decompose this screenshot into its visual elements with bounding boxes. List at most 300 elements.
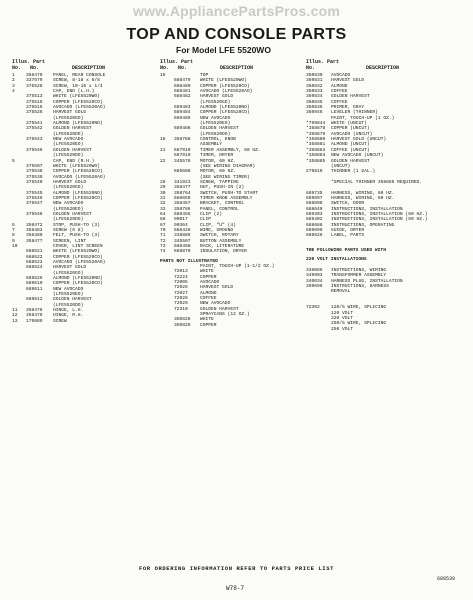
part-description: INSULATION, DRYER (200, 249, 247, 255)
part-description: (LFE5520EO) (53, 292, 84, 298)
part-number: 337679 (26, 78, 43, 84)
part-description: NEW AVOCADO (53, 201, 84, 207)
part-number: 689483 (174, 105, 191, 111)
part-description: WHITE (LFE5520WO) (53, 94, 100, 100)
part-number: 688481 (174, 89, 191, 95)
part-number: 350836 (306, 105, 323, 111)
part-description: PANEL, CONTROL (200, 206, 239, 212)
part-description: COPPER (LFE5520CO) (200, 83, 250, 89)
illus-number: 31 (160, 195, 166, 201)
part-description: COFFEE (331, 89, 348, 95)
part-description: WHITE (LFE5520WO) (200, 78, 247, 84)
part-number: 350834 (306, 94, 323, 100)
part-description: GUIDE, DRYER (331, 227, 365, 233)
part-number: 72026 (174, 285, 188, 291)
part-description: (LFE5520GO) (53, 115, 84, 121)
part-description: INSTRUCTIONS, HARNESS (331, 284, 389, 290)
part-number: 358472 (26, 222, 43, 228)
part-number: 689628 (306, 233, 323, 239)
illus-number: 32 (160, 201, 166, 207)
part-number: 349903 (306, 273, 323, 279)
part-number: 338889 (174, 233, 191, 239)
illus-number: 4 (12, 89, 15, 95)
part-number: 688659 (174, 195, 191, 201)
part-number: 375546 (26, 147, 43, 153)
part-number: 358477 (26, 238, 43, 244)
part-description: THE FOLLOWING PARTS USED WITH (306, 248, 386, 253)
part-description: AVOCADO (LFE5520AO) (53, 260, 106, 266)
part-number: 375513 (26, 94, 43, 100)
part-number: 688428 (174, 227, 191, 233)
part-description: SCREW (6 8) (53, 227, 84, 233)
part-description: AVOCADO (331, 73, 351, 78)
part-number: 358764 (174, 190, 191, 196)
illus-number: 1 (12, 73, 15, 78)
illus-number: 13 (12, 318, 18, 324)
part-description: COPPER (LFE5520CO) (53, 254, 103, 260)
part-description: CLIP, "U" (4) (200, 222, 236, 228)
part-number: 350830 (306, 73, 323, 78)
part-number: 341923 (174, 179, 191, 185)
part-number: 375545 (26, 190, 43, 196)
part-description: (LFE5520DO) (53, 153, 84, 159)
part-description: INSTRUCTIONS, OPERATING (331, 222, 395, 228)
part-description: REMOVAL (331, 289, 351, 295)
header-description: DESCRIPTION (366, 65, 400, 71)
part-description: ASSEMBLY (200, 142, 223, 148)
part-description: TIMER ASSEMBLY, 60 HZ. (200, 147, 261, 153)
part-number: 687910 (174, 147, 191, 153)
illus-number: 74 (160, 249, 166, 255)
illus-number: 68 (160, 217, 166, 223)
column-header (160, 60, 294, 73)
part-description: COVER, LINT SCREEN (53, 244, 103, 249)
part-number: *358878 (306, 126, 326, 132)
part-description: STOP, PUSH-TO (3) (53, 222, 100, 228)
part-description: THINNER (1 GAL.) (331, 169, 376, 175)
part-description: GOLDEN HARVEST (200, 126, 239, 132)
part-description: SCREW, 8-18 x 5/8 (53, 78, 100, 84)
part-description: NEW AVOCADO (200, 301, 231, 307)
parts-row (306, 327, 466, 332)
part-description: SCREW, 10-16 x 1/4 (53, 83, 103, 89)
part-description: WHITE (200, 317, 214, 323)
part-number: 358477 (174, 185, 191, 191)
part-description: SCREEN, LINT (53, 238, 87, 244)
part-description: ALMOND (200, 290, 217, 296)
part-description: WIRE, GROUND (200, 227, 234, 233)
part-description: MOTOR, 60 HZ. (200, 169, 236, 175)
part-number: 689402 (306, 217, 323, 223)
part-description: HARVEST GOLD (331, 78, 365, 84)
illus-number: 8 (12, 233, 15, 239)
part-description: BRACKET, CONTROL (200, 201, 245, 207)
part-number: 688455 (174, 211, 191, 217)
part-description: NUT, PUSH-IN (2) (200, 185, 245, 191)
part-number: *358884 (306, 153, 326, 159)
part-description: SWITCH, DOOR (331, 201, 365, 207)
part-description: FELT, PUSH-TO (3) (53, 233, 100, 239)
part-number: 375526 (26, 110, 43, 116)
part-description: LEVELER (THINNER) (331, 110, 378, 116)
part-number: 375547 (26, 201, 43, 207)
part-description: COPPER (200, 274, 217, 280)
part-description: 250 VOLT (331, 326, 354, 332)
part-description: TRANSFORMER ASSEMBLY (331, 273, 387, 279)
part-description: (LFE5520DO) (53, 217, 84, 223)
part-description: TOP (200, 73, 209, 78)
part-description: RACK, LITERATURE (200, 244, 245, 249)
part-description: COPPER (UNCUT) (331, 126, 370, 132)
part-description: GOLDEN HARVEST (53, 147, 92, 153)
illus-number: 73 (160, 244, 166, 249)
part-description: ALMOND (331, 83, 348, 89)
part-description: (LFE5520EO) (53, 206, 84, 212)
part-number: 689611 (26, 286, 43, 292)
part-number: *358883 (306, 147, 326, 153)
part-description: AVOCADO (200, 280, 220, 286)
document-number: 688539 (437, 576, 456, 582)
part-number: 375528 (26, 83, 43, 89)
part-number: 72027 (174, 290, 188, 296)
part-description: (LFE5520DO) (53, 131, 84, 137)
part-number: 345578 (174, 158, 191, 164)
part-number: 350696 (306, 284, 323, 290)
part-number: 72005 (174, 280, 188, 286)
part-number: 375539 (26, 174, 43, 180)
part-number: 375507 (26, 163, 43, 169)
part-number: 685688 (174, 169, 191, 175)
part-number: *358880 (306, 137, 326, 143)
part-number: 72302 (306, 305, 320, 311)
part-description: WHITE (LFE5520WO) (53, 163, 100, 169)
part-description: 120/S WIRE, SPLICING (331, 305, 387, 311)
ordering-footer: FOR ORDERING INFORMATION REFER TO PARTS PRICE LIST (138, 565, 335, 572)
part-number: 688525 (26, 276, 43, 282)
illus-number: 64 (160, 211, 166, 217)
part-number: 358479 (26, 73, 43, 78)
illus-number: 22 (160, 158, 166, 164)
part-description: TIMER, DRYER (200, 153, 234, 159)
part-description: PRIMER, GRAY (331, 105, 365, 111)
illus-number: 72 (160, 238, 166, 244)
part-number: 72029 (174, 301, 188, 307)
part-number: 375515 (26, 99, 43, 105)
part-number: 689486 (174, 126, 191, 132)
part-description: GOLDEN HARVEST (53, 297, 92, 303)
illus-number: 33 (160, 206, 166, 212)
illus-number: 71 (160, 233, 166, 239)
illus-number: 28 (160, 179, 166, 185)
parts-list (306, 73, 466, 332)
part-number: 350833 (306, 89, 323, 95)
illus-number: 7 (12, 227, 15, 233)
illus-number: 30 (160, 190, 166, 196)
part-number: 688468 (174, 244, 191, 249)
part-description: (SEE WIRING DIAGRAM) (200, 163, 256, 169)
part-number: 688480 (174, 83, 191, 89)
part-description: SPRAYCANS (12 OZ.) (200, 312, 250, 318)
part-description: HARVEST GOLD (200, 94, 234, 100)
part-description: HARVEST GOLD (UNCUT) (331, 137, 387, 143)
illus-number: 9 (12, 238, 15, 244)
part-number: 279810 (306, 169, 323, 175)
part-description: MOTOR, 60 HZ. (200, 158, 236, 164)
part-number: 689610 (26, 281, 43, 287)
part-description: ALMOND (LFE5520NO) (53, 190, 103, 196)
part-description: CONTROL, KNOB (200, 137, 236, 143)
part-number: 72310 (174, 306, 188, 312)
part-number: 358788 (174, 137, 191, 143)
part-description: PANEL, REAR CONSOLE (53, 73, 106, 78)
part-number: 375543 (26, 137, 43, 143)
part-description: WHITE (UNCUT) (331, 121, 367, 127)
part-number: 688524 (26, 265, 43, 271)
header-illus-part: Illus. Part (12, 59, 46, 65)
part-description: GOLDEN HARVEST (53, 126, 92, 132)
part-description: SCREW (53, 318, 67, 324)
part-number: 358478 (26, 308, 43, 314)
header-part-no: No. (30, 65, 40, 71)
part-number: 688482 (174, 94, 191, 100)
part-number: 72028 (174, 296, 188, 302)
parts-column-1 (12, 60, 148, 324)
part-description: COPPER (LFE5520CO) (53, 281, 103, 287)
part-number: 689485 (174, 115, 191, 121)
part-description: (LFE5520EO) (200, 121, 231, 127)
part-description: PAINT, TOUCH-UP (1 OZ.) (331, 115, 395, 121)
parts-row (306, 239, 466, 244)
part-number: 688898 (306, 201, 323, 207)
part-description: (LFE5520DO) (53, 302, 84, 308)
part-description: GOLDEN HARVEST (200, 306, 239, 312)
illus-number: 3 (12, 83, 15, 89)
column-header (306, 60, 466, 73)
part-description: NEW AVOCADO (53, 286, 84, 292)
part-number: 375548 (26, 211, 43, 217)
part-description: TIMER KNOB ASSEMBLY (200, 195, 253, 201)
part-number: 689484 (174, 110, 191, 116)
part-description: HARNESS, WIRING, 60 HZ. (331, 195, 395, 201)
part-number: 340034 (306, 278, 323, 284)
illus-number: 11 (12, 308, 18, 314)
part-number: 358457 (174, 201, 191, 207)
parts-column-3 (306, 60, 466, 332)
illus-number: 16 (160, 73, 166, 78)
part-description: (SEE WIRING TIMER) (200, 174, 250, 180)
part-number: 72224 (174, 274, 188, 280)
part-number: 350829 (174, 322, 191, 328)
part-description: COPPER (LFE5520CO) (53, 195, 103, 201)
part-description: HARVEST GOLD (53, 265, 87, 271)
part-description: (LFE5520DO) (200, 131, 231, 137)
illus-number: 6 (12, 222, 15, 228)
part-number: 688522 (26, 254, 43, 260)
page-title: TOP AND CONSOLE PARTS (126, 26, 347, 43)
part-number: 688523 (26, 260, 43, 266)
part-number: 375546 (26, 195, 43, 201)
part-description: HINGE, L.H. (53, 308, 84, 314)
part-description: CLIP (200, 217, 212, 223)
parts-row (12, 319, 148, 324)
part-number: *358879 (306, 131, 326, 137)
part-description: 120 VOLT (331, 310, 354, 316)
part-number: *358881 (306, 142, 326, 148)
parts-row (160, 323, 294, 328)
part-description: WHITE (200, 269, 214, 275)
part-description: INSTRUCTIONS, INSTALLATION (50 HZ.) (331, 217, 428, 223)
part-description: BUTTON ASSEMBLY (200, 238, 242, 244)
part-description: AVOCADO (LFE5520AO) (200, 89, 253, 95)
part-number: 689612 (26, 297, 43, 303)
illus-number: 18 (160, 137, 166, 143)
part-number: 687910 (174, 153, 191, 159)
part-description: (LFE5520EO) (53, 142, 84, 148)
part-description: SWITCH, PUSH-TO START (200, 190, 258, 196)
part-description: INSTRUCTIONS, INSTALLATION (331, 206, 403, 212)
part-number: 688479 (174, 78, 191, 84)
part-number: 689303 (306, 211, 323, 217)
parts-list (12, 73, 148, 324)
part-description: GOLDEN HARVEST (53, 211, 92, 217)
part-number: *799844 (306, 121, 326, 127)
part-description: HARNESS PLUG, INSTALLATION (331, 278, 403, 284)
header-description: DESCRIPTION (220, 65, 254, 71)
part-description: GOLDEN HARVEST (331, 158, 370, 164)
header-illus-part: Illus. Part (306, 59, 340, 65)
part-description: PAINT, TOUCH-UP (1-1/2 OZ.) (200, 264, 275, 270)
part-number: 90364 (174, 222, 188, 228)
illus-number: 21 (160, 147, 166, 153)
part-description: (LFE5520GO) (53, 185, 84, 191)
illus-number: 70 (160, 227, 166, 233)
part-description: (UNCUT) (331, 163, 351, 169)
part-number: 689897 (306, 195, 323, 201)
part-description: COFFEE (331, 99, 348, 105)
part-description: CAP, END (R.H.) (53, 158, 95, 164)
part-description: NEW AVOCADO (200, 115, 231, 121)
part-number: 179889 (26, 318, 43, 324)
page-subtitle: For Model LFE 5520WO (176, 45, 271, 55)
part-description: AVOCADO (LFE5520AO) (53, 105, 106, 111)
part-description: AVOCADO (LFE5520AO) (53, 174, 106, 180)
part-number: 358479 (26, 313, 43, 319)
part-description: PARTS NOT ILLUSTRATED (160, 258, 218, 264)
part-description: ALMOND (LFE5520NO) (53, 276, 103, 282)
part-description: LABEL, PARTS (331, 233, 365, 239)
part-description: SCREW, TAPPING (200, 179, 239, 185)
part-description: INSTRUCTIONS, WIRING (331, 268, 387, 274)
header-illus-part: Illus. Part (160, 59, 194, 65)
part-description: COPPER (LFE5520CO) (53, 99, 103, 105)
part-description: ALMOND (LFE5520NO) (53, 121, 103, 127)
part-description: COPPER (LFE5520CO) (200, 110, 250, 116)
part-number: 375540 (26, 179, 43, 185)
part-description: (LFE5520GO) (200, 99, 231, 105)
part-number: 689735 (306, 190, 323, 196)
part-description: WHITE (LFE5520WO) (53, 249, 100, 255)
part-number: 350832 (306, 83, 323, 89)
part-number: 688870 (174, 249, 191, 255)
part-description: CAP, END (L.H.) (53, 89, 95, 95)
header-part-no: No. (178, 65, 188, 71)
part-number: 345507 (174, 238, 191, 244)
part-description: NEW AVOCADO (53, 137, 84, 143)
part-number: *358885 (306, 158, 326, 164)
parts-row (306, 248, 466, 253)
part-number: 688649 (306, 206, 323, 212)
part-number: 688688 (306, 222, 323, 228)
part-description: HARNESS, WIRING, 60 HZ. (331, 190, 395, 196)
part-number: 358480 (26, 233, 43, 239)
part-description: 220 VOLT INSTALLATIONS (306, 257, 367, 263)
parts-row (160, 249, 294, 254)
part-description: CLIP (2) (200, 211, 223, 217)
part-number: 350835 (306, 99, 323, 105)
illus-number: 67 (160, 222, 166, 228)
part-description: (LFE5520GO) (53, 270, 84, 276)
part-description: HARVEST GOLD (53, 110, 87, 116)
part-description: ALMOND (LFE5520NO) (200, 105, 250, 111)
illus-number: 10 (12, 244, 18, 249)
illus-number: 5 (12, 158, 15, 164)
part-description: NEW AVOCADO (UNCUT) (331, 153, 384, 159)
part-number: 358483 (26, 227, 43, 233)
part-description: *SPECIAL THINNER 358885 REQUIRED. (331, 179, 422, 185)
part-description: COPPER (LFE5520CO) (53, 169, 103, 175)
part-number: 72013 (174, 269, 188, 275)
header-part-no: No. (306, 65, 316, 71)
page-number: W78-7 (226, 585, 245, 592)
illus-number: 12 (12, 313, 18, 319)
header-illus-no: No. (12, 65, 22, 71)
part-number: 90017 (174, 217, 188, 223)
part-description: COFFEE (UNCUT) (331, 147, 370, 153)
part-description: COPPER (200, 322, 217, 328)
header-illus-no: No. (160, 65, 170, 71)
part-description: SWITCH, ROTARY (200, 233, 239, 239)
part-description: 250/S WIRE, SPLICING (331, 321, 387, 327)
part-description: HARVEST GOLD (200, 285, 234, 291)
part-description: ALMOND (UNCUT) (331, 142, 370, 148)
part-number: 375541 (26, 121, 43, 127)
part-number: 688521 (26, 249, 43, 255)
illus-number: 2 (12, 78, 15, 84)
part-description: 220 VOLT (331, 316, 354, 322)
part-number: 358786 (174, 206, 191, 212)
part-description: GOLDEN HARVEST (331, 94, 370, 100)
watermark: www.AppliancePartsPros.com (133, 3, 340, 19)
part-description: AVOCADO (UNCUT) (331, 131, 373, 137)
column-header (12, 60, 148, 73)
part-number: 350831 (306, 78, 323, 84)
part-number: 350946 (306, 110, 323, 116)
illus-number: 29 (160, 185, 166, 191)
part-description: HINGE, R.H. (53, 313, 84, 319)
part-description: INSTRUCTIONS, INSTALLATION (60 HZ.) (331, 211, 428, 217)
part-number: 375516 (26, 105, 43, 111)
parts-list (160, 73, 294, 328)
part-number: 338085 (306, 268, 323, 274)
part-number: 375538 (26, 169, 43, 175)
part-number: 689699 (306, 227, 323, 233)
parts-column-2 (160, 60, 294, 328)
header-description: DESCRIPTION (72, 65, 106, 71)
part-number: 350828 (174, 317, 191, 323)
part-number: 375542 (26, 126, 43, 132)
part-description: HARVEST GOLD (53, 179, 87, 185)
part-description: COFFEE (200, 296, 217, 302)
